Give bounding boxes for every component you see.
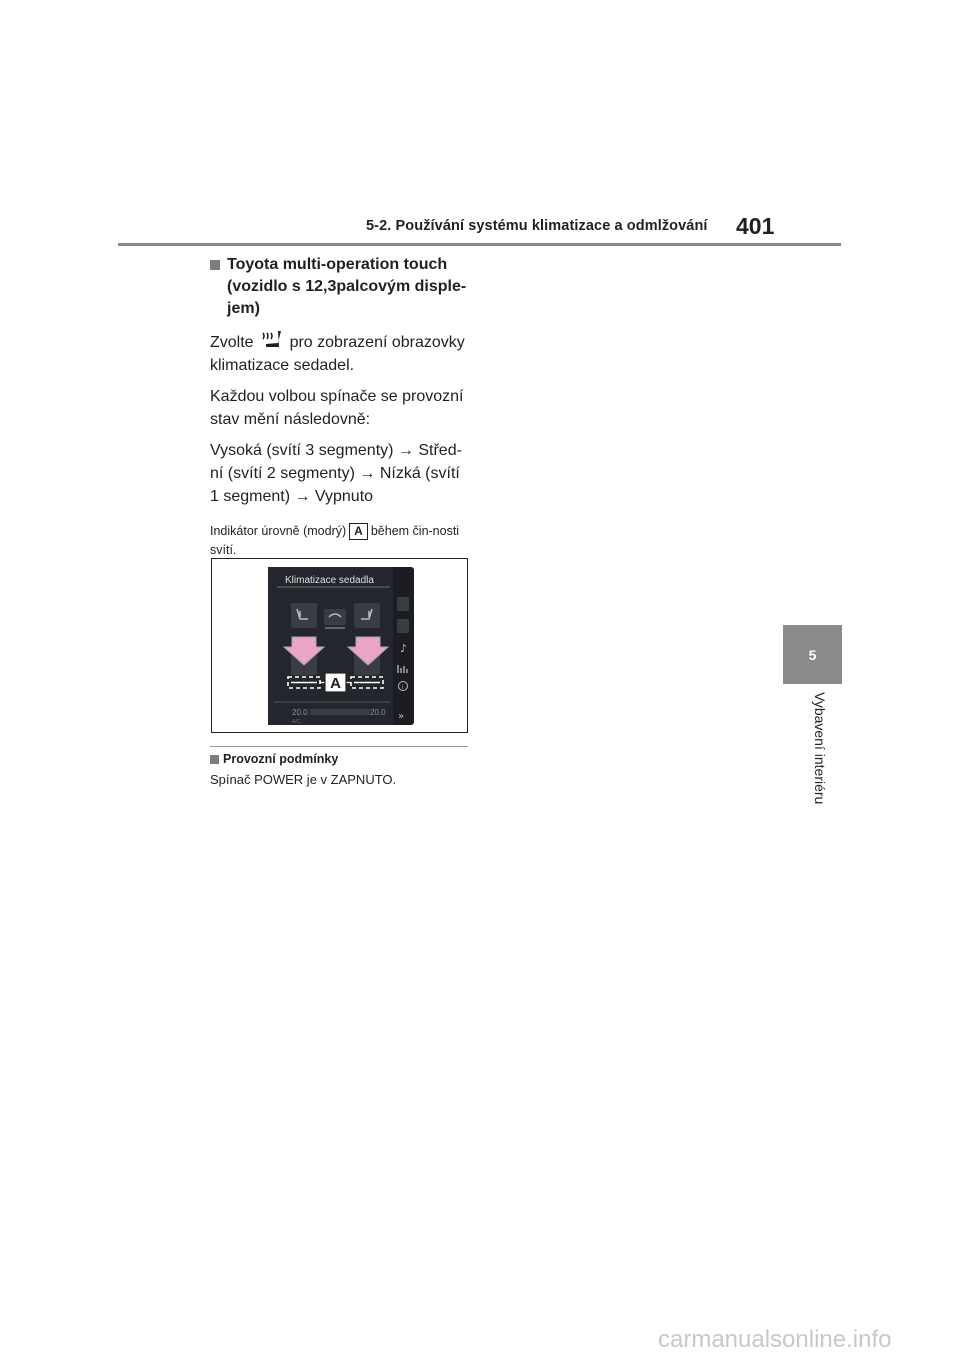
para1-after: pro zobrazení obrazovky klimatizace sedadel. — [210, 334, 465, 374]
section-header-title: 5-2. Používání systému klimatizace a odmlžování — [366, 218, 708, 234]
section-heading-text: Toyota multi-operation touch (vozidlo s 12,3palcovým disple-jem) — [227, 256, 467, 317]
ac-label: A/C — [292, 719, 301, 725]
defrost-button — [324, 609, 346, 625]
paragraph-select — [210, 330, 468, 377]
callout-a-label: A — [330, 675, 341, 692]
paragraph-each-selection: Každou volbou spínače se provozní stav mění následovně: — [210, 388, 464, 428]
double-chevron-icon: » — [398, 711, 405, 722]
subsection-heading — [210, 752, 338, 766]
note-before: Indikátor úrovně (modrý) — [210, 524, 347, 538]
chapter-tab — [783, 625, 842, 684]
note-after: během čin-nosti svítí. — [210, 524, 460, 557]
subsection-heading-text: Provozní podmínky — [223, 752, 339, 766]
subsection-body: Spínač POWER je v ZAPNUTO. — [210, 772, 397, 787]
seat-heat-icon — [397, 619, 409, 633]
chapter-label: Vybavení interiéru — [812, 692, 828, 805]
section-heading — [210, 254, 468, 320]
square-bullet-icon — [210, 260, 220, 270]
callout-tag-a: A — [349, 523, 368, 540]
subsection-rule — [210, 746, 468, 747]
music-note-icon: ♪ — [400, 642, 408, 655]
temp-left: 20.0 — [292, 708, 308, 717]
chapter-number: 5 — [808, 646, 817, 663]
page-number: 401 — [736, 213, 775, 239]
main-column — [210, 254, 468, 560]
svg-text:i: i — [401, 684, 404, 691]
indicator-note — [210, 522, 468, 560]
header-rule — [118, 243, 841, 246]
temp-right: 20.0 — [370, 708, 386, 717]
seat-icon — [397, 597, 409, 611]
paragraph-levels: Vysoká (svítí 3 segmenty) → Střed-ní (svítí 2 segmenty) → Nízká (svítí 1 segment) → Vypnuto — [210, 442, 462, 505]
fan-level-bar — [310, 709, 370, 715]
left-seat-vent-button — [291, 603, 317, 628]
right-seat-vent-button — [354, 603, 380, 628]
screen-title: Klimatizace sedadla — [285, 575, 374, 586]
square-bullet-icon — [210, 755, 219, 764]
seat-climate-screen-figure — [212, 559, 467, 732]
seat-climate-icon — [260, 330, 284, 350]
para1-before: Zvolte — [210, 334, 254, 351]
watermark: carmanualsonline.info — [658, 1326, 892, 1353]
figure-frame — [211, 558, 468, 733]
